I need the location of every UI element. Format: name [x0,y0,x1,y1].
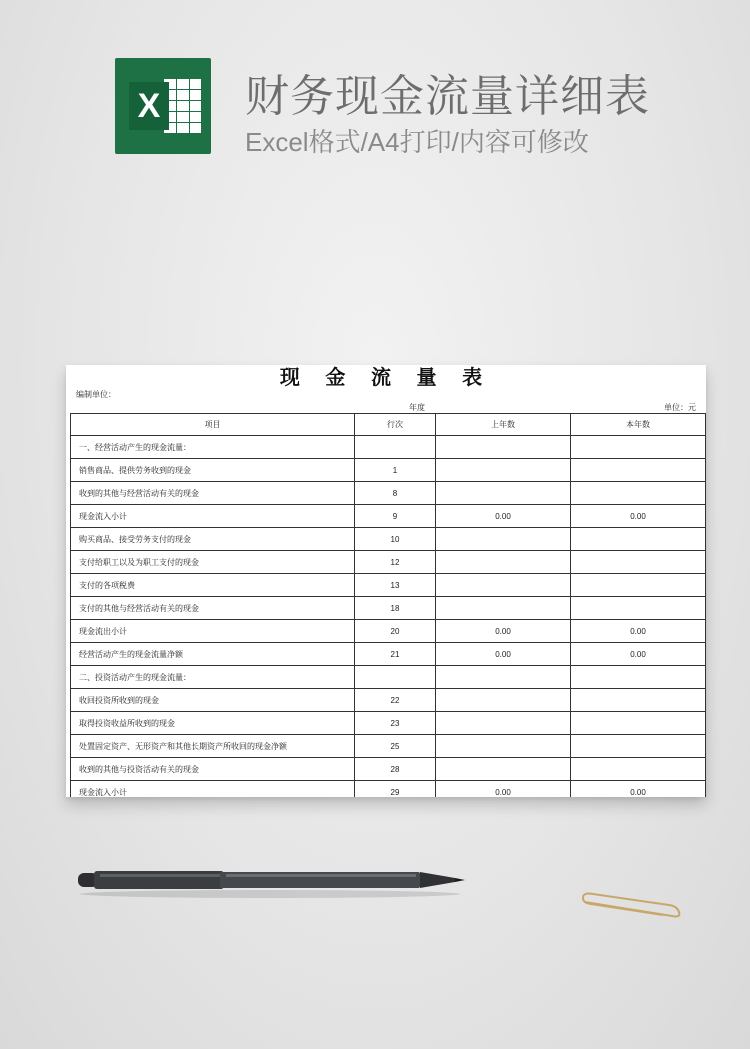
row-item-cell: 现金流出小计 [71,620,355,643]
row-current-year-cell: 0.00 [571,505,706,528]
column-header-item: 项目 [71,414,355,436]
table-header-row [71,414,706,436]
table-row [71,551,706,574]
row-line-cell [355,436,436,459]
row-line-cell: 10 [355,528,436,551]
row-current-year-cell: 0.00 [571,643,706,666]
table-row [71,505,706,528]
table-row [71,597,706,620]
document-title: 现 金 流 量 表 [279,367,493,389]
table-row [71,459,706,482]
row-current-year-cell [571,712,706,735]
row-current-year-cell [571,459,706,482]
row-item-cell: 支付的各项税费 [71,574,355,597]
table-row [71,689,706,712]
year-label: 年度 [409,403,425,412]
row-item-cell: 现金流入小计 [71,505,355,528]
row-line-cell: 13 [355,574,436,597]
table-row [71,712,706,735]
table-row [71,666,706,689]
row-item-cell: 收回投资所收到的现金 [71,689,355,712]
row-line-cell: 28 [355,758,436,781]
excel-icon [115,58,211,154]
table-row [71,735,706,758]
row-line-cell: 9 [355,505,436,528]
row-prev-year-cell [436,528,571,551]
excel-x-letter: X [129,82,169,130]
row-current-year-cell: 0.00 [571,781,706,798]
row-prev-year-cell [436,597,571,620]
document-sheet [66,365,706,797]
column-header-line: 行次 [355,414,436,436]
row-item-cell: 收到的其他与投资活动有关的现金 [71,758,355,781]
row-prev-year-cell: 0.00 [436,643,571,666]
table-row [71,758,706,781]
row-item-cell: 处置固定资产、无形资产和其他长期资产所收回的现金净额 [71,735,355,758]
row-current-year-cell [571,758,706,781]
row-line-cell: 18 [355,597,436,620]
row-line-cell [355,666,436,689]
row-line-cell: 23 [355,712,436,735]
row-current-year-cell [571,735,706,758]
row-item-cell: 收到的其他与经营活动有关的现金 [71,482,355,505]
table-row [71,482,706,505]
row-prev-year-cell [436,666,571,689]
row-current-year-cell: 0.00 [571,620,706,643]
row-prev-year-cell [436,735,571,758]
row-current-year-cell [571,689,706,712]
row-item-cell: 一、经营活动产生的现金流量： [71,436,355,459]
row-prev-year-cell [436,689,571,712]
row-prev-year-cell [436,551,571,574]
table-row [71,781,706,798]
table-row [71,620,706,643]
row-item-cell: 购买商品、接受劳务支付的现金 [71,528,355,551]
row-item-cell: 经营活动产生的现金流量净额 [71,643,355,666]
row-item-cell: 二、投资活动产生的现金流量： [71,666,355,689]
row-item-cell: 支付给职工以及为职工支付的现金 [71,551,355,574]
page-title: 财务现金流量详细表 [245,72,650,121]
row-prev-year-cell [436,758,571,781]
row-line-cell: 12 [355,551,436,574]
row-current-year-cell [571,551,706,574]
row-prev-year-cell: 0.00 [436,620,571,643]
row-item-cell: 销售商品、提供劳务收到的现金 [71,459,355,482]
cash-flow-table [70,413,706,797]
row-line-cell: 22 [355,689,436,712]
page-subtitle: Excel格式/A4打印/内容可修改 [245,127,589,157]
column-header-current-year: 本年数 [571,414,706,436]
row-line-cell: 20 [355,620,436,643]
row-current-year-cell [571,482,706,505]
row-prev-year-cell [436,712,571,735]
table-row [71,574,706,597]
row-prev-year-cell [436,459,571,482]
row-prev-year-cell: 0.00 [436,505,571,528]
table-row [71,643,706,666]
table-row [71,436,706,459]
row-prev-year-cell [436,482,571,505]
row-current-year-cell [571,436,706,459]
row-current-year-cell [571,597,706,620]
row-line-cell: 8 [355,482,436,505]
row-item-cell: 现金流入小计 [71,781,355,798]
row-line-cell: 1 [355,459,436,482]
row-prev-year-cell: 0.00 [436,781,571,798]
row-line-cell: 21 [355,643,436,666]
row-item-cell: 取得投资收益所收到的现金 [71,712,355,735]
row-prev-year-cell [436,574,571,597]
pen-icon [70,860,470,900]
row-current-year-cell [571,574,706,597]
row-line-cell: 25 [355,735,436,758]
row-current-year-cell [571,528,706,551]
row-line-cell: 29 [355,781,436,798]
column-header-prev-year: 上年数 [436,414,571,436]
unit-label: 编制单位： [76,390,116,399]
table-row [71,528,706,551]
currency-label: 单位：元 [664,403,696,412]
row-item-cell: 支付的其他与经营活动有关的现金 [71,597,355,620]
row-current-year-cell [571,666,706,689]
paperclip-icon [577,890,687,924]
row-prev-year-cell [436,436,571,459]
